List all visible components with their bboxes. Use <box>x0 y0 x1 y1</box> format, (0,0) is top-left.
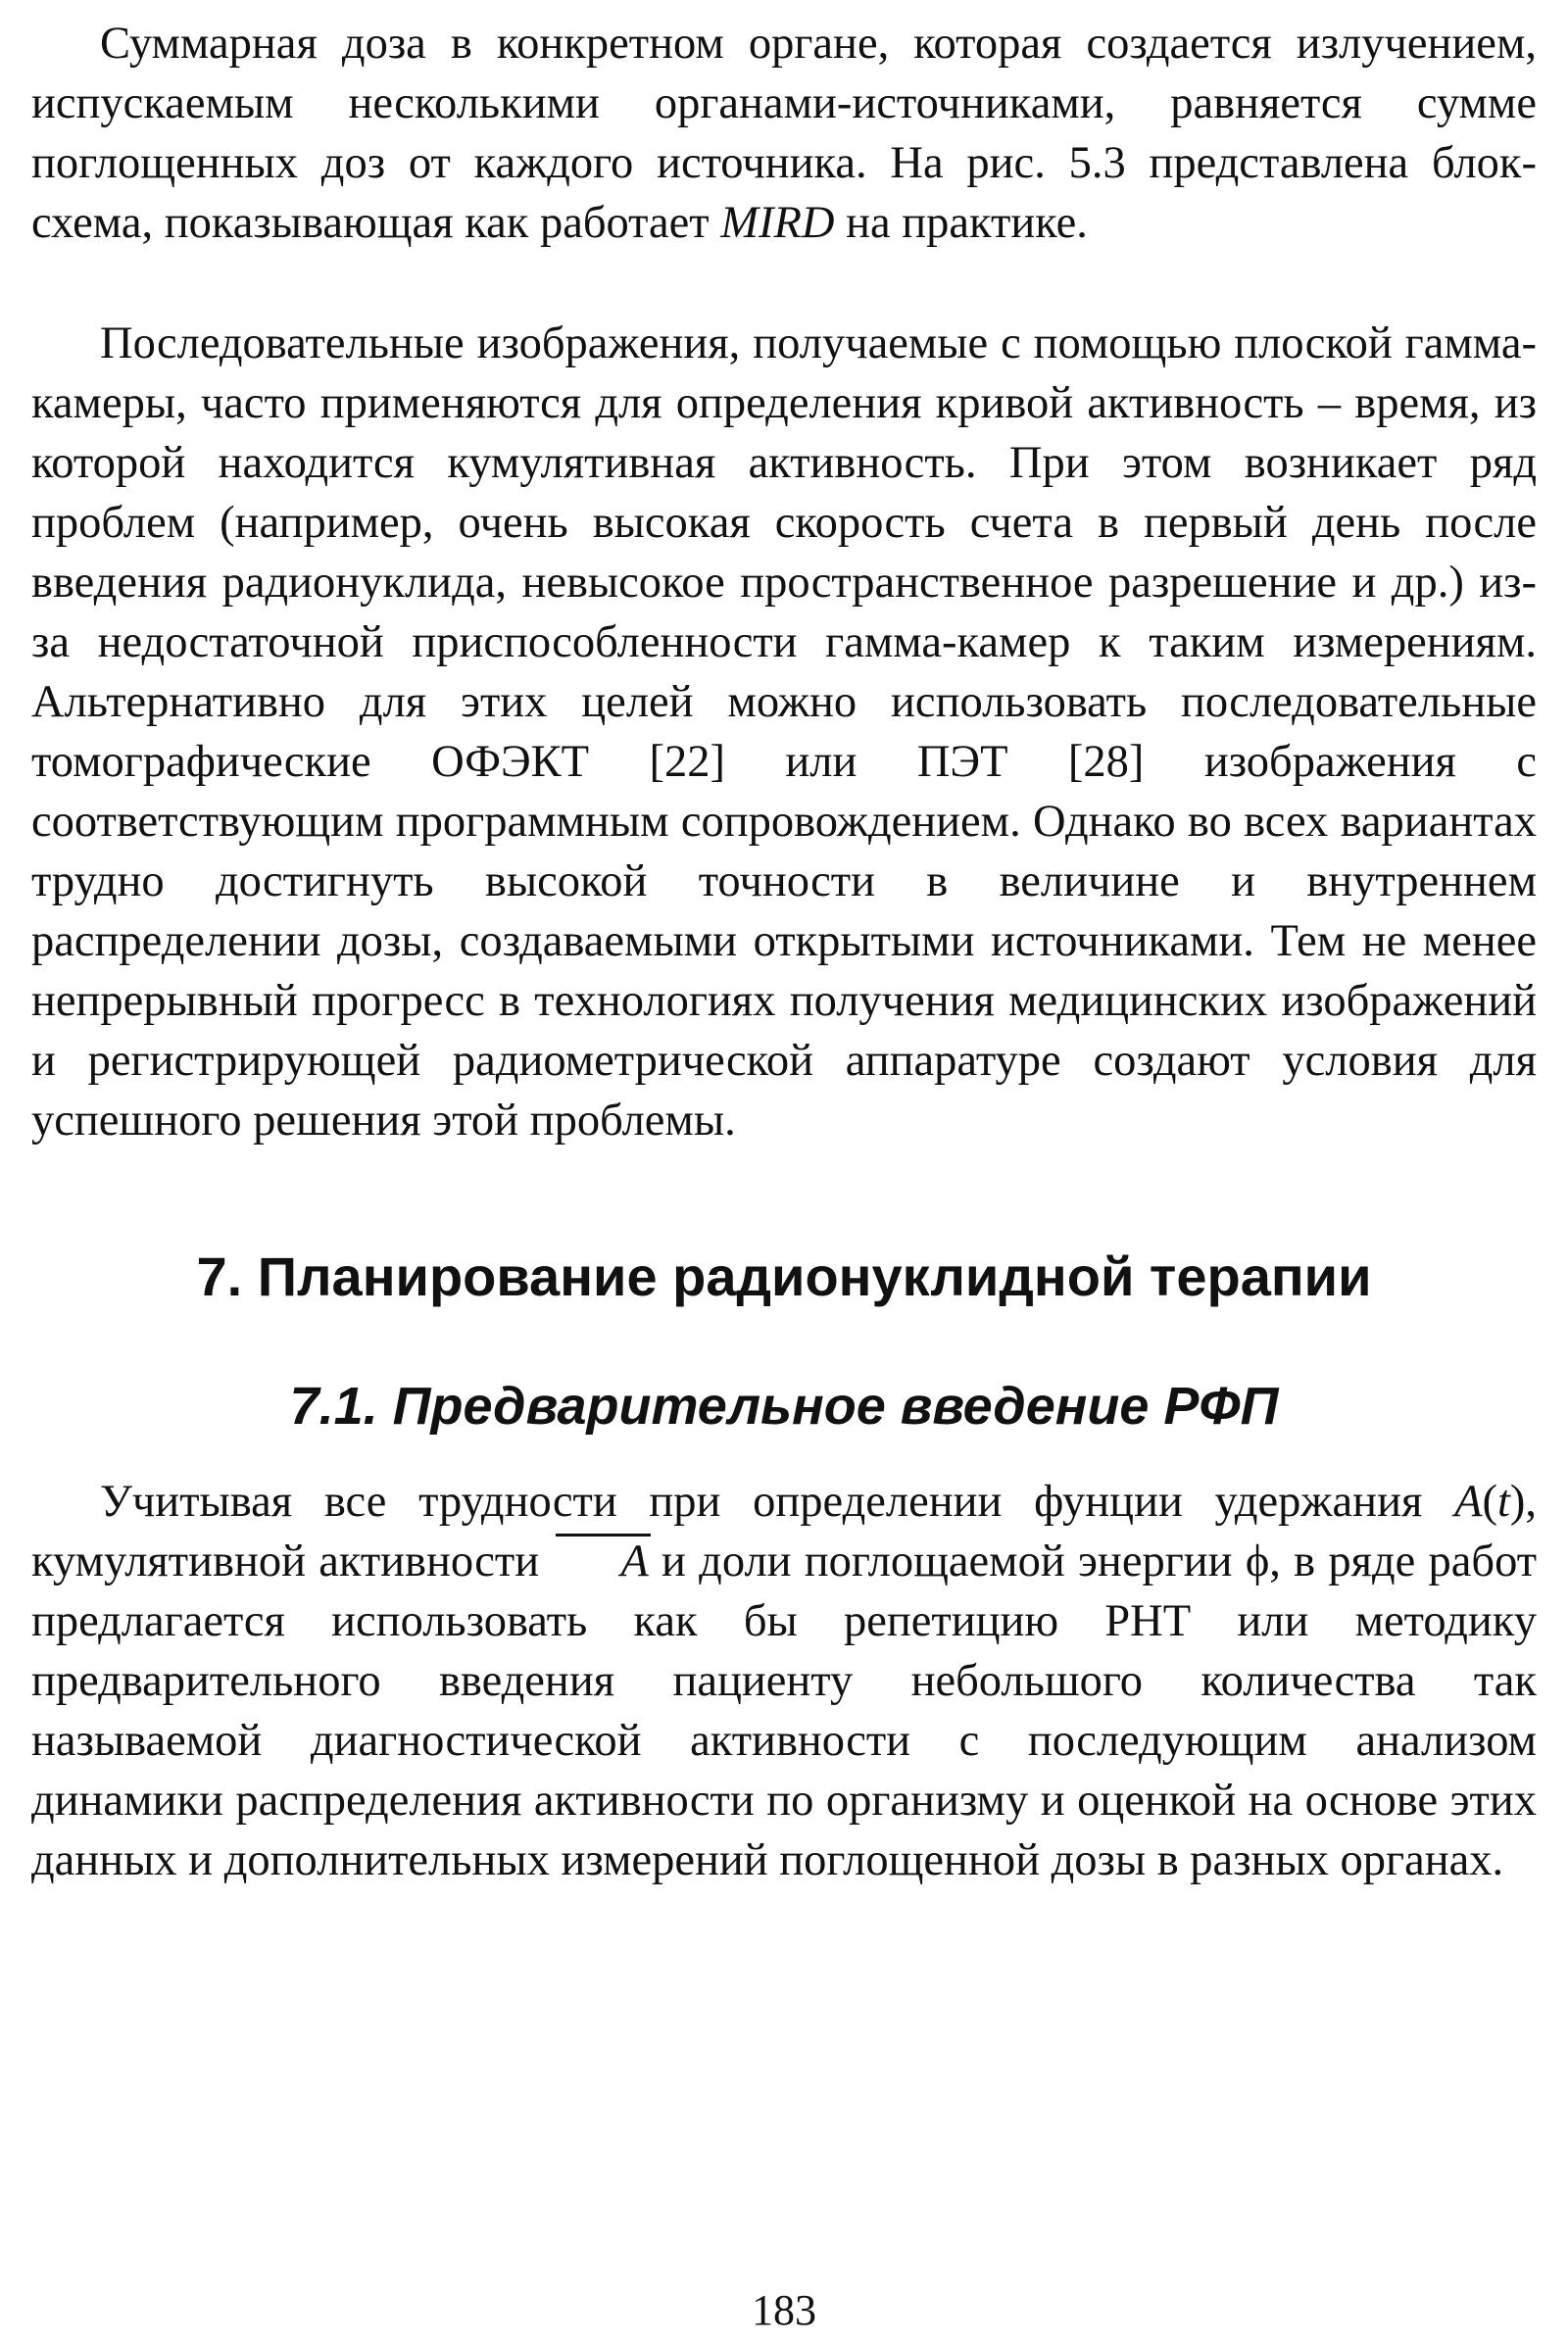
paragraph-text-end: , в ряде работ предлагается использовать как бы репетицию РНТ или методику предварительного введения пациенту небольшого количества так называемой диагностической активности с последующим анализом динамики распределения активности по организму и оценкой на основе этих данных и дополнительных измерений поглощенной дозы в разных органах. <box>31 1537 1538 1885</box>
paragraph-text: Суммарная доза в конкретном органе, которая создается излучением, испускаемым несколькими органами-источниками, равняется сумме поглощенных доз от каждого источника. На рис. 5.3 представлена блок-схема, показывающая как работает <box>31 19 1537 248</box>
section-heading: 7.1. Предварительное введение РФП <box>289 1377 1279 1436</box>
paragraph-mird-dose-sum <box>31 14 1537 253</box>
paragraph-preliminary-injection: Учитывая все трудности при определении фунции удержания A(t), кумулятивной активности A и доли поглощаемой энергии ϕ, в ряде работ предлагается использовать как бы репетицию РНТ или методику предварительного введения пациенту небольшого количества так называемой диагностической активности с последующим анализом динамики распределения активности по организму и оценкой на основе этих данных и дополнительных измерений поглощенной дозы в разных органах. <box>31 1477 1538 1885</box>
retention-function-symbol: A <box>1454 1477 1483 1527</box>
paragraph-text-tail: на практике. <box>834 198 1088 248</box>
page-number: 183 <box>752 2286 816 2334</box>
absorbed-fraction-symbol: ϕ <box>1245 1537 1270 1586</box>
paragraph-text-mid: , кумулятивной активности <box>31 1477 1538 1586</box>
time-variable-symbol: t <box>1496 1477 1510 1527</box>
paragraph-sequential-images <box>31 314 1537 1150</box>
chapter-heading: 7. Планирование радионуклидной терапии <box>196 1245 1372 1307</box>
paragraph-text: Учитывая все трудности при определении фунции удержания <box>100 1477 1423 1527</box>
cumulative-activity-symbol: A <box>552 1532 648 1591</box>
paragraph-text-mid2: и доли поглощаемой энергии <box>662 1537 1233 1586</box>
mird-term: MIRD <box>720 198 835 248</box>
paragraph-text: Последовательные изображения, получаемые с помощью плоской гамма-камеры, часто применяются для определения кривой активность – время, из которой находится кумулятивная активность. При этом возникает ряд проблем (например, очень высокая скорость счета в первый день после введения радионуклида, невысокое пространственное разрешение и др.) из-за недостаточной приспособленности гамма-камер к таким измерениям. Альтернативно для этих целей можно использовать последовательные томографические ОФЭКТ [22] или ПЭТ [28] изображения с соответствующим программным сопровождением. Однако во всех вариантах трудно достигнуть высокой точности в величине и внутреннем распределении дозы, создаваемыми открытыми источниками. Тем не менее непрерывный прогресс в технологиях получения медицинских изображений и регистрирующей радиометрической аппаратуре создают условия для успешного решения этой проблемы. <box>31 318 1537 1146</box>
